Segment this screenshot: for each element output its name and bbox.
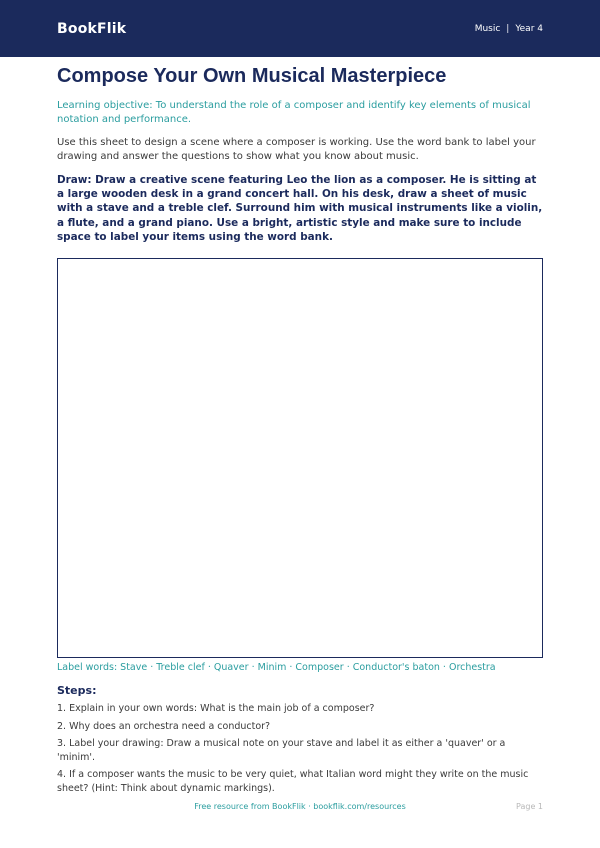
learning-objective: Learning objective: To understand the role of a composer and identify key elements of musical notation and performance. bbox=[57, 100, 531, 125]
step-item: 1. Explain in your own words: What is the main job of a composer? bbox=[57, 703, 375, 714]
header-separator: | bbox=[506, 23, 510, 34]
step-item: 2. Why does an orchestra need a conductor? bbox=[57, 720, 271, 732]
draw-prompt: Draw: Draw a creative scene featuring Leo the lion as a composer. He is sitting at a large wooden desk in a grand concert hall. On his desk, draw a sheet of music with a stave and a treble clef. Surround him with musical instruments like a violin, a flute, and a grand piano. Use a bright, artistic style and make sure to include space to label your items using the word bank. bbox=[57, 174, 543, 243]
step-item: 4. If a composer wants the music to be very quiet, what Italian word might they write on the music sheet? (Hint: Think about dynamic markings). bbox=[57, 769, 529, 794]
intro-text: Use this sheet to design a scene where a composer is working. Use the word bank to label your drawing and answer the questions to show what you know about music. bbox=[57, 137, 536, 162]
steps-list bbox=[57, 702, 543, 799]
header-bar bbox=[0, 0, 600, 57]
page-title: Compose Your Own Musical Masterpiece bbox=[57, 65, 447, 87]
footer bbox=[57, 802, 543, 814]
year-label: Year 4 bbox=[515, 23, 543, 34]
page-number: Page 1 bbox=[516, 802, 543, 811]
word-bank: Label words: Stave · Treble clef · Quaver · Minim · Composer · Conductor's baton · Orchestra bbox=[57, 662, 496, 673]
footer-credit: Free resource from BookFlik · bookflik.com/resources bbox=[194, 802, 406, 811]
step-item: 3. Label your drawing: Draw a musical note on your stave and label it as either a 'quaver' or a 'minim'. bbox=[57, 738, 506, 763]
drawing-area[interactable] bbox=[57, 258, 543, 658]
worksheet-content bbox=[57, 64, 543, 244]
brand-logo-text: BookFlik bbox=[57, 20, 127, 37]
steps-heading: Steps: bbox=[57, 684, 97, 697]
subject-label: Music bbox=[474, 23, 501, 34]
subject-year-label bbox=[475, 24, 543, 34]
